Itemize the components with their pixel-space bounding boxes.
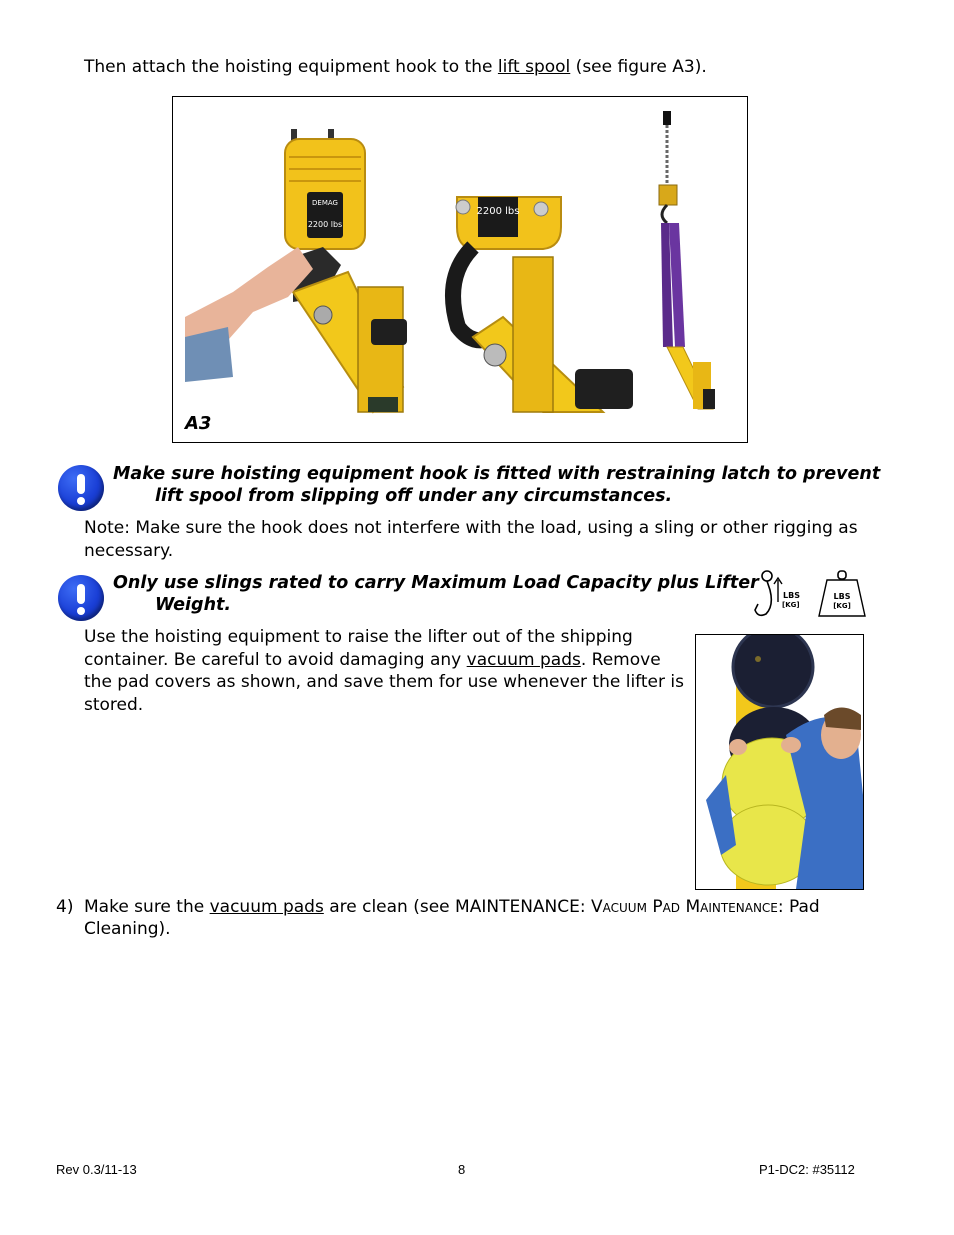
- photo-hand-holding-hook: [185, 129, 407, 412]
- step-4-line-2: Cleaning).: [84, 919, 171, 939]
- raise-line-2-text-end: . Remove: [580, 650, 661, 670]
- footer-page-number: 8: [458, 1162, 466, 1177]
- photo-lifter-on-chain: [659, 111, 715, 409]
- hook-icon-label-kg: [KG]: [782, 601, 800, 609]
- warning-1-line-1: Make sure hoisting equipment hook is fitted with restraining latch to prevent: [113, 464, 881, 484]
- footer-revision: Rev 0.3/11-13: [56, 1162, 137, 1177]
- step-4-text-end: : Pad: [777, 897, 820, 917]
- step-4-text: Make sure the: [84, 897, 210, 917]
- intro-text-end: (see figure A3).: [570, 57, 707, 77]
- weight-capacity-icon: [817, 570, 867, 620]
- hoist-brand-label: DEMAG: [312, 199, 338, 207]
- exclamation-icon: [58, 575, 104, 621]
- step-4-line-1: [84, 896, 820, 919]
- hook-icon-label-lbs: LBS: [783, 591, 800, 600]
- raise-line-2: [84, 649, 661, 672]
- figure-caption: A3: [185, 413, 212, 434]
- figure-a3-photos: [173, 97, 746, 441]
- raise-line-4: stored.: [84, 695, 144, 715]
- step-4-text-middle: are clean (see MAINTENANCE:: [323, 897, 592, 917]
- hook-capacity-icon: [752, 570, 804, 620]
- warning-2-line-2: Weight.: [155, 595, 232, 615]
- pad-cover-photo-image: [696, 635, 863, 889]
- exclamation-icon: [58, 465, 104, 511]
- vacuum-pad-maintenance-ref[interactable]: Vacuum Pad Maintenance: [591, 897, 778, 917]
- hoist-rating-label-2: 2200 lbs: [476, 206, 520, 217]
- warning-2-line-1: Only use slings rated to carry Maximum Load Capacity plus Lifter: [113, 573, 759, 593]
- note-line-1: Note: Make sure the hook does not interfere with the load, using a sling or other rigging as: [84, 518, 858, 538]
- note-line-2: necessary.: [84, 541, 174, 561]
- vacuum-pads-link-2[interactable]: vacuum pads: [209, 897, 324, 917]
- pad-cover-photo: [695, 634, 864, 890]
- footer-document-id: P1-DC2: #35112: [759, 1162, 855, 1177]
- figure-a3: [172, 96, 748, 443]
- intro-text: Then attach the hoisting equipment hook to the: [84, 57, 498, 77]
- weight-icon-label-kg: [KG]: [833, 602, 851, 610]
- raise-line-1: Use the hoisting equipment to raise the lifter out of the shipping: [84, 627, 633, 647]
- raise-line-2-text: container. Be careful to avoid damaging any: [84, 650, 467, 670]
- step-4-number: 4): [56, 897, 74, 917]
- vacuum-pads-link[interactable]: vacuum pads: [466, 650, 581, 670]
- lift-spool-link[interactable]: lift spool: [497, 57, 571, 77]
- hoist-rating-label: 2200 lbs: [307, 220, 343, 229]
- photo-hook-closeup: [453, 197, 633, 412]
- intro-line: [84, 56, 707, 79]
- warning-1-line-2: lift spool from slipping off under any circumstances.: [155, 486, 673, 506]
- raise-line-3: the pad covers as shown, and save them for use whenever the lifter is: [84, 672, 684, 692]
- weight-icon-label-lbs: LBS: [833, 592, 851, 601]
